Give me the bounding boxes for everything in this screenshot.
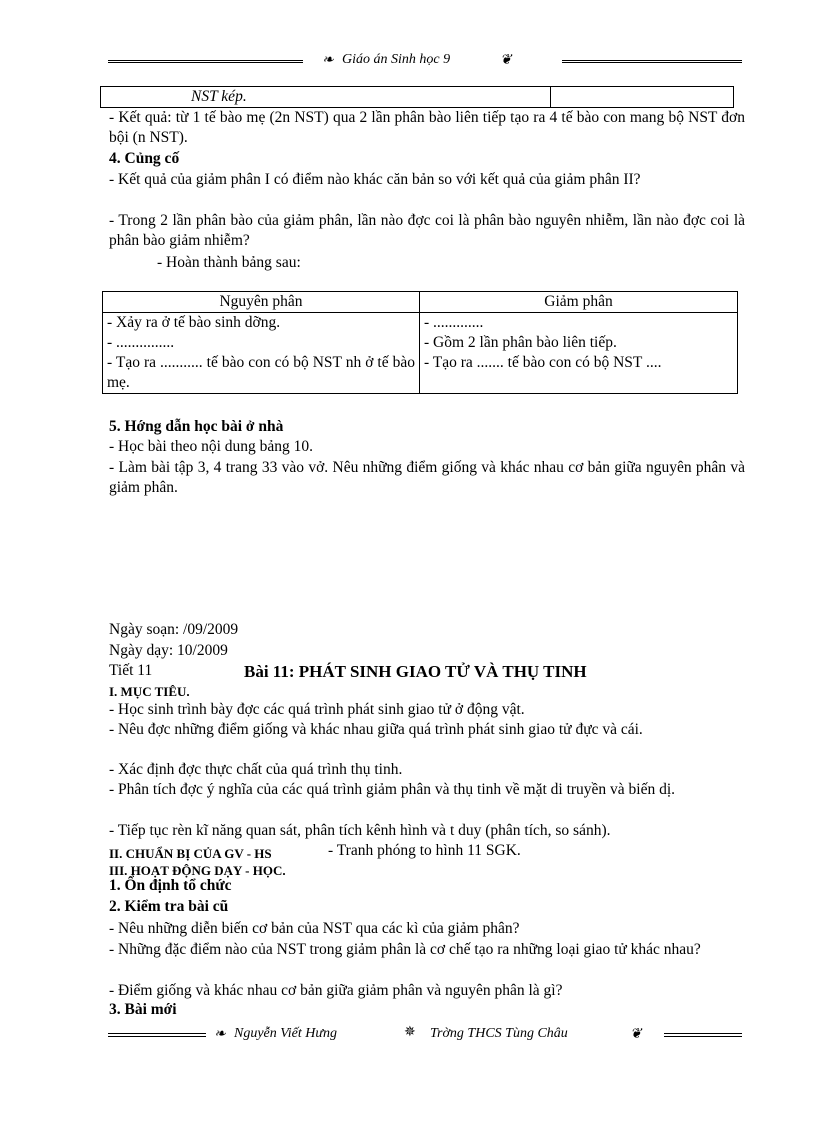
footer-star-icon: ✵ [404,1025,416,1040]
header-title: Giáo án Sinh học 9 [342,52,451,67]
meiosis-cell [420,313,738,394]
header-ornament-right: ❦ [500,53,512,68]
footer-school: Trờng THCS Tùng Châu [430,1026,568,1041]
top-table-cell-1: NST kép. [101,87,551,108]
top-table-cell-2 [551,87,734,108]
footer-rule-left [108,1033,206,1037]
homework-item-1: - Học bài theo nội dung bảng 10. [109,438,314,455]
lesson-title: Bài 11: PHÁT SINH GIAO TỬ VÀ THỤ TINH [244,662,587,681]
heading-preparation: II. CHUẨN BỊ CỦA GV - HS [109,846,272,861]
footer-author: Nguyễn Viết Hưng [234,1026,338,1041]
header-rule-right [562,60,742,63]
heading-homework: 5. Hớng dẫn học bài ở nhà [109,418,284,435]
date-prepare: Ngày soạn: /09/2009 [109,621,239,638]
mitosis-line-2: - ............... [107,334,175,351]
top-table [100,86,734,108]
mitosis-cell [103,313,420,394]
review-question-2: - Những đặc điểm nào của NST trong giảm phân là cơ chế tạo ra những loại giao tử khác nhau? [109,941,701,958]
lesson-period: Tiết 11 [109,662,153,679]
heading-consolidation: 4. Củng cố [109,150,180,167]
footer-ornament-right: ❦ [630,1027,642,1042]
objective-3: - Xác định đợc thực chất của quá trình thụ tinh. [109,761,403,778]
heading-step-2: 2. Kiểm tra bài cũ [109,898,229,915]
mitosis-line-3: - Tạo ra ........... tế bào con có bộ NST nh ở tế bào mẹ. [107,354,415,391]
header-ornament-left: ❧ [322,53,334,68]
question-2: - Trong 2 lần phân bào của giảm phân, lần nào đợc coi là phân bào nguyên nhiễm, lần nào đợc coi là phân bào giảm nhiễm? [109,212,745,249]
review-question-3: - Điểm giống và khác nhau cơ bản giữa giảm phân và nguyên phân là gì? [109,982,563,999]
meiosis-line-3: - Tạo ra ....... tế bào con có bộ NST .... [424,354,662,371]
heading-step-1: 1. Ổn định tổ chức [109,877,232,894]
comparison-table [102,291,738,394]
footer-rule-right [664,1033,742,1037]
table-header-meiosis: Giảm phân [420,292,738,313]
footer-ornament-left: ❧ [214,1027,226,1042]
table-header-mitosis: Nguyên phân [103,292,420,313]
header-rule-left [108,60,303,63]
objective-1: - Học sinh trình bày đợc các quá trình phát sinh giao tử ở động vật. [109,701,525,718]
date-teach: Ngày dạy: 10/2009 [109,642,228,659]
mitosis-line-1: - Xảy ra ở tế bào sinh dỡng. [107,314,281,331]
heading-objectives: I. MỤC TIÊU. [109,684,190,699]
heading-activities: III. HOẠT ĐỘNG DẠY - HỌC. [109,863,286,878]
complete-table-instruction: - Hoàn thành bảng sau: [157,254,301,271]
objective-2: - Nêu đợc những điểm giống và khác nhau giữa quá trình phát sinh giao tử đực và cái. [109,721,643,738]
result-paragraph: - Kết quả: từ 1 tế bào mẹ (2n NST) qua 2 lần phân bào liên tiếp tạo ra 4 tế bào con mang bộ NST đơn bội (n NST). [109,109,745,146]
heading-step-3: 3. Bài mới [109,1001,177,1018]
preparation-text: - Tranh phóng to hình 11 SGK. [328,842,521,859]
review-question-1: - Nêu những diễn biến cơ bản của NST qua các kì của giảm phân? [109,920,520,937]
objective-5: - Tiếp tục rèn kĩ năng quan sát, phân tích kênh hình và t duy (phân tích, so sánh). [109,822,611,839]
meiosis-line-2: - Gồm 2 lần phân bào liên tiếp. [424,334,617,351]
question-1: - Kết quả của giảm phân I có điểm nào khác căn bản so với kết quả của giảm phân II? [109,171,641,188]
homework-item-2: - Làm bài tập 3, 4 trang 33 vào vở. Nêu những điểm giống và khác nhau cơ bản giữa nguyên phân và giảm phân. [109,459,745,496]
meiosis-line-1: - ............. [424,314,484,331]
objective-4: - Phân tích đợc ý nghĩa của các quá trình giảm phân và thụ tinh về mặt di truyền và biến dị. [109,781,676,798]
